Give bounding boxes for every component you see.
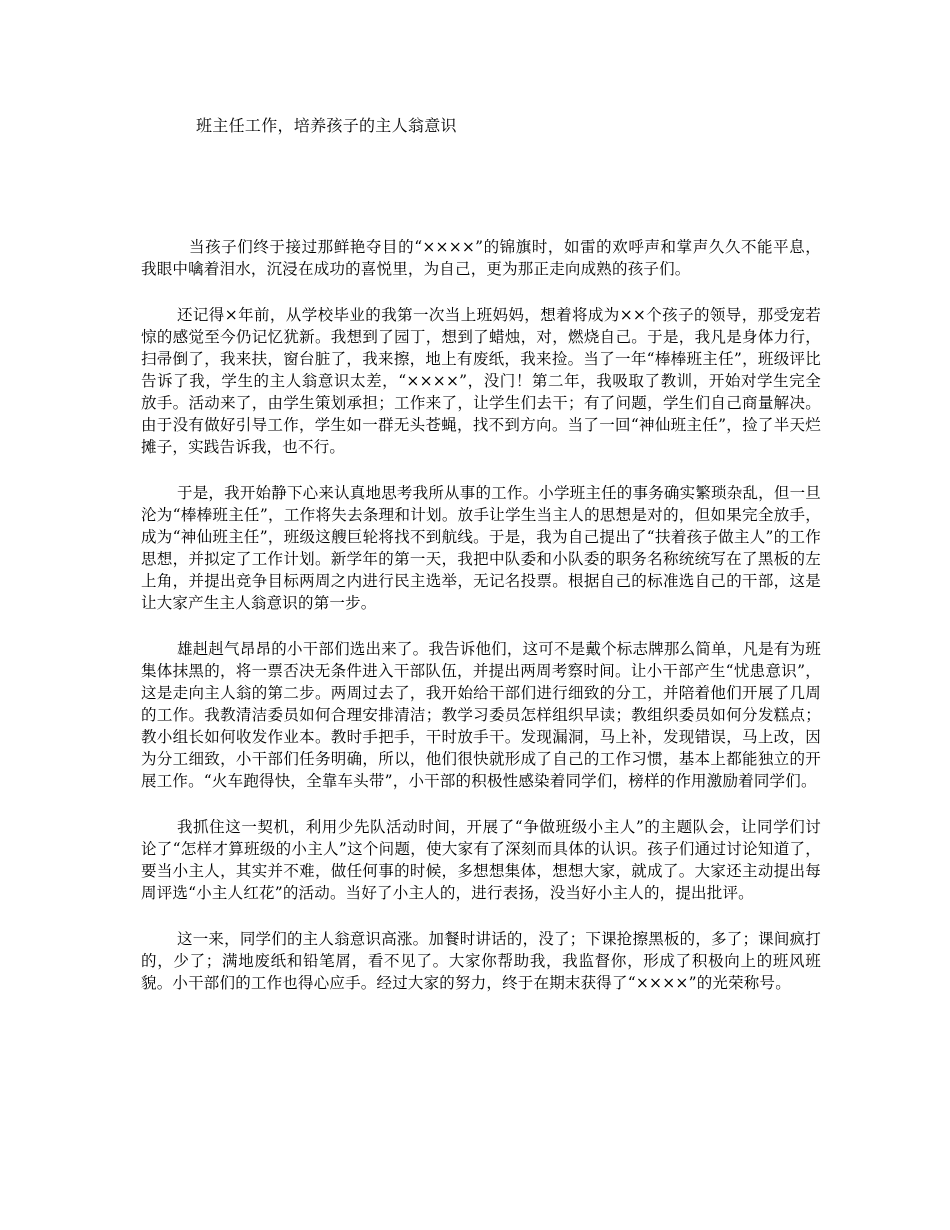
- paragraph-1: 当孩子们终于接过那鲜艳夺目的“××××”的锦旗时，如雷的欢呼声和掌声久久不能平息，我眼中噙着泪水，沉浸在成功的喜悦里，为自己，更为那正走向成熟的孩子们。: [141, 238, 821, 278]
- paragraph-2: 还记得×年前，从学校毕业的我第一次当上班妈妈，想着将成为××个孩子的领导，那受宠若惊的感觉至今仍记忆犹新。我想到了园丁，想到了蜡烛，对，燃烧自己。于是，我凡是身体力行，扫帚倒了，我来扶，窗台脏了，我来擦，地上有废纸，我来捡。当了一年“棒棒班主任”，班级评比告诉了我，学生的主人翁意识太差，“××××”，没门！第二年，我吸取了教训，开始对学生完全放手。活动来了，由学生策划承担；工作来了，让学生们去干；有了问题，学生们自己商量解决。由于没有做好引导工作，学生如一群无头苍蝇，找不到方向。当了一回“神仙班主任”，捡了半天烂摊子，实践告诉我，也不行。: [141, 306, 821, 456]
- document-title: 班主任工作，培养孩子的主人翁意识: [196, 116, 457, 135]
- document-body: [141, 236, 821, 1018]
- paragraph-5: 我抓住这一契机，利用少先队活动时间，开展了“争做班级小主人”的主题队会，让同学们讨论了“怎样才算班级的小主人”这个问题，使大家有了深刻而具体的认识。孩子们通过讨论知道了，要当小主人，其实并不难，做任何事的时候，多想想集体，想想大家，就成了。大家还主动提出每周评选“小主人红花”的活动。当好了小主人的，进行表扬，没当好小主人的，提出批评。: [141, 818, 821, 902]
- paragraph-6: 这一来，同学们的主人翁意识高涨。加餐时讲话的，没了；下课抢擦黑板的，多了；课间疯打的，少了；满地废纸和铅笔屑，看不见了。大家你帮助我，我监督你，形成了积极向上的班风班貌。小干部们的工作也得心应手。经过大家的努力，终于在期末获得了“××××”的光荣称号。: [141, 930, 821, 992]
- paragraph-4: 雄赳赳气昂昂的小干部们选出来了。我告诉他们，这可不是戴个标志牌那么简单，凡是有为班集体抹黑的，将一票否决无条件进入干部队伍，并提出两周考察时间。让小干部产生“忧患意识”，这是走向主人翁的第二步。两周过去了，我开始给干部们进行细致的分工，并陪着他们开展了几周的工作。我教清洁委员如何合理安排清洁；教学习委员怎样组织早读；教组织委员如何分发糕点；教小组长如何收发作业本。教时手把手，干时放手干。发现漏洞，马上补，发现错误，马上改，因为分工细致，小干部们任务明确，所以，他们很快就形成了自己的工作习惯，基本上都能独立的开展工作。“火车跑得快，全靠车头带”，小干部的积极性感染着同学们，榜样的作用激励着同学们。: [141, 640, 821, 790]
- paragraph-3: 于是，我开始静下心来认真地思考我所从事的工作。小学班主任的事务确实繁琐杂乱，但一旦沦为“棒棒班主任”，工作将失去条理和计划。放手让学生当主人的思想是对的，但如果完全放手，成为“神仙班主任”，班级这艘巨轮将找不到航线。于是，我为自己提出了“扶着孩子做主人”的工作思想，并拟定了工作计划。新学年的第一天，我把中队委和小队委的职务名称统统写在了黑板的左上角，并提出竞争目标两周之内进行民主选举，无记名投票。根据自己的标准选自己的干部，这是让大家产生主人翁意识的第一步。: [141, 484, 821, 612]
